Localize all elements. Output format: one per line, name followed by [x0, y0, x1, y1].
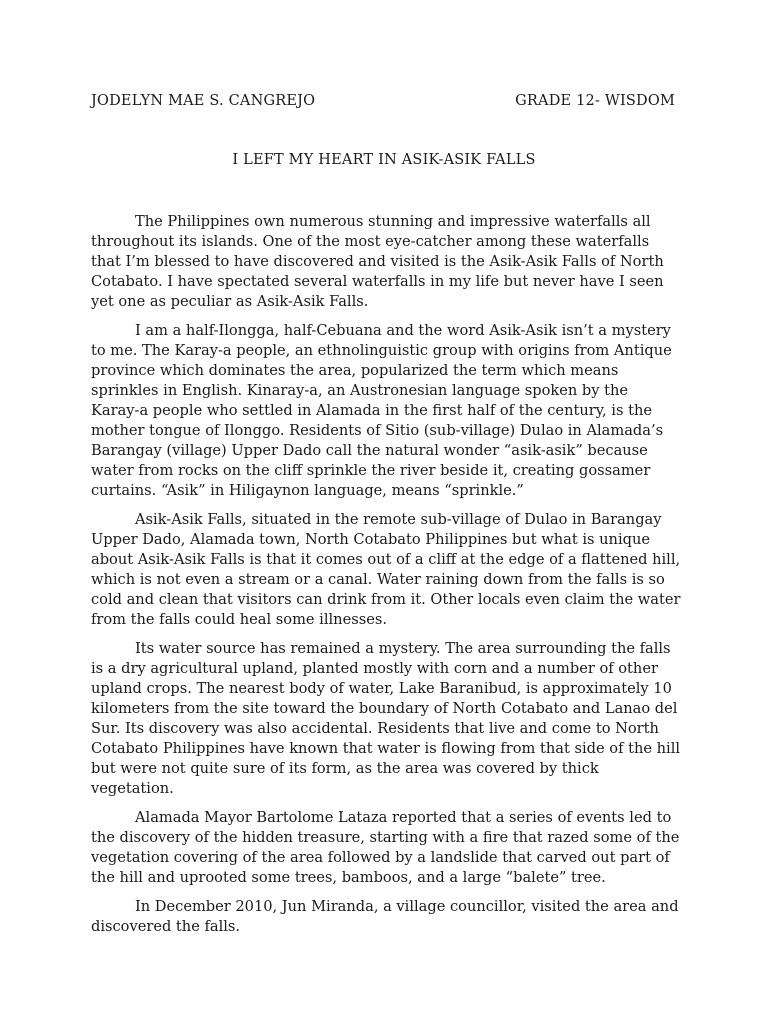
author-name: JODELYN MAE S. CANGREJO	[91, 93, 316, 109]
paragraph-4: Its water source has remained a mystery. The area surrounding the falls is a dry agricultural upland, planted mostly with corn and a number of other upland crops. The nearest body of water, Lake Baranibud, is approximately 10 kilometers from the site toward the boundary of North Cotabato and Lanao del Sur. Its discovery was also accidental. Residents that live and come to North Cotabato Philippines have known that water is flowing from that side of the hill but were not quite sure of its form, as the area was covered by thick vegetation.	[91, 640, 681, 797]
paragraph-5: Alamada Mayor Bartolome Lataza reported that a series of events led to the discovery of the hidden treasure, starting with a fire that razed some of the vegetation covering of the area followed by a landslide that carved out part of the hill and uprooted some trees, bamboos, and a large “balete” tree.	[91, 809, 680, 886]
grade-section: GRADE 12- WISDOM	[515, 93, 675, 109]
document-header	[91, 93, 675, 113]
paragraph-6: In December 2010, Jun Miranda, a village councillor, visited the area and discovered the falls.	[91, 898, 679, 935]
essay-body	[91, 212, 681, 946]
essay-title: I LEFT MY HEART IN ASIK-ASIK FALLS	[232, 152, 536, 168]
paragraph-3: Asik-Asik Falls, situated in the remote sub-village of Dulao in Barangay Upper Dado, Alamada town, North Cotabato Philippines but what is unique about Asik-Asik Falls is that it comes out of a cliff at the edge of a flattened hill, which is not even a stream or a canal. Water raining down from the falls is so cold and clean that visitors can drink from it. Other locals even claim the water from the falls could heal some illnesses.	[91, 511, 681, 628]
paragraph-2: I am a half-Ilongga, half-Cebuana and the word Asik-Asik isn’t a mystery to me. The Karay-a people, an ethnolinguistic group with origins from Antique province which dominates the area, popularized the term which means sprinkles in English. Kinaray-a, an Austronesian language spoken by the Karay-a people who settled in Alamada in the first half of the century, is the mother tongue of Ilonggo. Residents of Sitio (sub-village) Dulao in Alamada’s Barangay (village) Upper Dado call the natural wonder “asik-asik” because water from rocks on the cliff sprinkle the river beside it, creating gossamer curtains. “Asik” in Hiligaynon language, means “sprinkle.”	[91, 322, 672, 499]
paragraph-1: The Philippines own numerous stunning and impressive waterfalls all throughout its islands. One of the most eye-catcher among these waterfalls that I’m blessed to have discovered and visited is the Asik-Asik Falls of North Cotabato. I have spectated several waterfalls in my life but never have I seen yet one as peculiar as Asik-Asik Falls.	[91, 213, 664, 310]
